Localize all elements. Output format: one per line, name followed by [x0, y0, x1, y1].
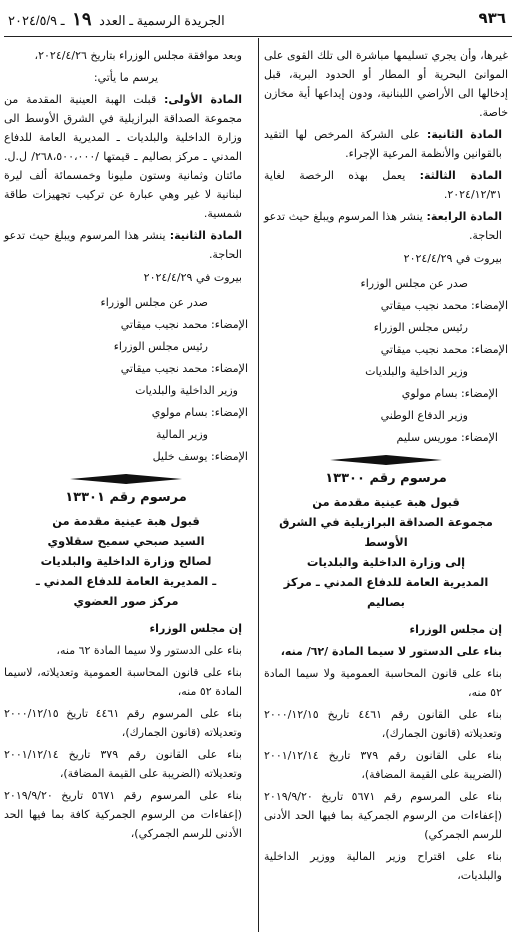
signature: الإمضاء: بسام مولوي	[151, 406, 248, 419]
decree-title-line: المديرية العامة للدفاع المدني ـ مركز بصاليم	[283, 575, 489, 609]
article-1	[4, 90, 248, 223]
signature: الإمضاء: محمد نجيب ميقاتي	[380, 299, 508, 312]
place-date: بيروت في ٢٠٢٤/٤/٢٩	[143, 271, 242, 284]
recital: بناء على المرسوم رقم ٥٦٧١ تاريخ ٢٠١٩/٩/٢٠ (إعفاءات من الرسوم الجمركية كافة بما فيها الحد الأدنى للرسم الجمركي)،	[4, 789, 243, 840]
signature: الإمضاء: يوسف خليل	[152, 450, 248, 463]
left-column	[4, 46, 248, 846]
signatory-title: رئيس مجلس الوزراء	[373, 321, 468, 334]
article-label: المادة الأولى:	[163, 93, 242, 106]
page-number: ٩٣٦	[478, 9, 506, 27]
article-text: قبلت الهبة العينية المقدمة من مجموعة الصداقة البرازيلية في الشرق الأوسط الى وزارة الداخلية والبلديات ـ المديرية العامة للدفاع المدني ـ مركز بصاليم ـ قيمتها /٢٦٨،٥٠٠،٠٠٠/ ل.ل. مائتان وثمانية وستون مليونا وخمسمائة ألف ليرة لبنانية لا غير وهي عبارة عن تركيب تجهيزات طاقة شمسية.	[4, 93, 242, 220]
decree-title-line: قبول هبة عينية مقدمة من	[52, 514, 200, 528]
recital: بناء على المرسوم رقم ٤٤٦١ تاريخ ٢٠٠٠/١٢/١٥ وتعديلاته (قانون الجمارك)،	[4, 707, 243, 739]
signatory-title: وزير الداخلية والبلديات	[135, 384, 238, 397]
decrees-line: يرسم ما يأتي:	[93, 71, 159, 84]
section-divider	[264, 455, 508, 465]
issue-date: ـ ٢٠٢٤/٥/٩	[8, 13, 65, 28]
decree-title-line: قبول هبة عينية مقدمة من	[312, 495, 460, 509]
place-date: بيروت في ٢٠٢٤/٤/٢٩	[403, 252, 502, 265]
article-label: المادة الثانية:	[169, 229, 242, 242]
recital: بناء على القانون رقم ٤٤٦١ تاريخ ٢٠٠٠/١٢/١٥ وتعديلاته (قانون الجمارك)،	[264, 708, 502, 740]
issued-by: صدر عن مجلس الوزراء	[360, 277, 468, 290]
column-divider	[258, 38, 259, 932]
recital: بناء على قانون المحاسبة العمومية ولا سيما المادة ٥٢ منه،	[264, 667, 502, 699]
decree-number: مرسوم رقم ١٣٣٠١	[65, 490, 187, 505]
article-3	[264, 166, 508, 204]
paragraph: وبعد موافقة مجلس الوزراء بتاريخ ٢٠٢٤/٤/٢٦،	[34, 49, 242, 62]
signature: الإمضاء: بسام مولوي	[401, 387, 498, 400]
page-header	[4, 4, 512, 38]
signature: الإمضاء: محمد نجيب ميقاتي	[120, 318, 248, 331]
council-heading: إن مجلس الوزراء	[409, 623, 502, 636]
signature: الإمضاء: موريس سليم	[396, 431, 498, 444]
paragraph: غيرها، وأن يجري تسليمها مباشرة الى تلك القوى على الموانئ البحرية أو المطار أو الحدود البرية، قبل إدخالها الى الأراضي اللبنانية، ودون إيداعها أية مخازن خاصة.	[264, 49, 508, 119]
article-text: يعمل بهذه الرخصة لغاية ٢٠٢٤/١٢/٣١.	[264, 169, 502, 201]
recital: بناء على المرسوم رقم ٥٦٧١ تاريخ ٢٠١٩/٩/٢٠ (إعفاءات من الرسوم الجمركية بما فيها الحد الأدنى للرسم الجمركي)	[264, 790, 503, 841]
article-text: ينشر هذا المرسوم ويبلغ حيث تدعو الحاجة.	[264, 210, 502, 242]
recital: بناء على قانون المحاسبة العمومية وتعديلاته، لاسيما المادة ٥٢ منه،	[4, 666, 242, 698]
decree-title-line: مركز صور العضوي	[73, 594, 179, 608]
council-heading: إن مجلس الوزراء	[149, 622, 242, 635]
issued-by: صدر عن مجلس الوزراء	[100, 296, 208, 309]
article-text: على الشركة المرخص لها التقيد بالقوانين والأنظمة المرعية الإجراء.	[264, 128, 502, 160]
article-label: المادة الثالثة:	[419, 169, 502, 182]
article-4	[264, 207, 508, 245]
running-title: الجريدة الرسمية ـ العدد	[99, 13, 225, 28]
decree-title-line: السيد صبحي سميح سقلاوي	[47, 534, 205, 548]
decree-title-line: إلى وزارة الداخلية والبلديات	[306, 555, 466, 569]
signatory-title: وزير الدفاع الوطني	[380, 409, 468, 422]
right-column	[264, 46, 508, 888]
signature: الإمضاء: محمد نجيب ميقاتي	[120, 362, 248, 375]
issue-number: ١٩	[72, 9, 92, 29]
article-2	[4, 226, 248, 264]
decree-title-line: لصالح وزارة الداخلية والبلديات	[40, 554, 212, 568]
recital: بناء على الدستور ولا سيما المادة ٦٢ منه،	[56, 644, 242, 657]
decree-title-line: ـ المديرية العامة للدفاع المدني ـ	[35, 574, 217, 588]
header-rule	[4, 36, 512, 37]
recital: بناء على اقتراح وزير المالية ووزير الداخلية والبلديات،	[264, 850, 502, 882]
signature: الإمضاء: محمد نجيب ميقاتي	[380, 343, 508, 356]
recital: بناء على القانون رقم ٣٧٩ تاريخ ٢٠٠١/١٢/١٤ (الضريبة على القيمة المضافة)،	[264, 749, 502, 781]
article-label: المادة الرابعة:	[426, 210, 502, 223]
recital: بناء على القانون رقم ٣٧٩ تاريخ ٢٠٠١/١٢/١٤ وتعديلاته (الضريبة على القيمة المضافة)،	[4, 748, 242, 780]
article-2	[264, 125, 508, 163]
signatory-title: وزير الداخلية والبلديات	[365, 365, 468, 378]
signatory-title: وزير المالية	[156, 428, 208, 441]
decree-title-line: مجموعة الصداقة البرازيلية في الشرق الأوسط	[279, 515, 493, 549]
article-text: ينشر هذا المرسوم ويبلغ حيث تدعو الحاجة.	[4, 229, 242, 261]
article-label: المادة الثانية:	[426, 128, 502, 141]
decree-number: مرسوم رقم ١٣٣٠٠	[325, 471, 447, 486]
running-header	[8, 9, 225, 30]
signatory-title: رئيس مجلس الوزراء	[113, 340, 208, 353]
section-divider	[4, 474, 248, 484]
recital: بناء على الدستور لا سيما المادة /٦٢/ منه،	[280, 645, 502, 658]
